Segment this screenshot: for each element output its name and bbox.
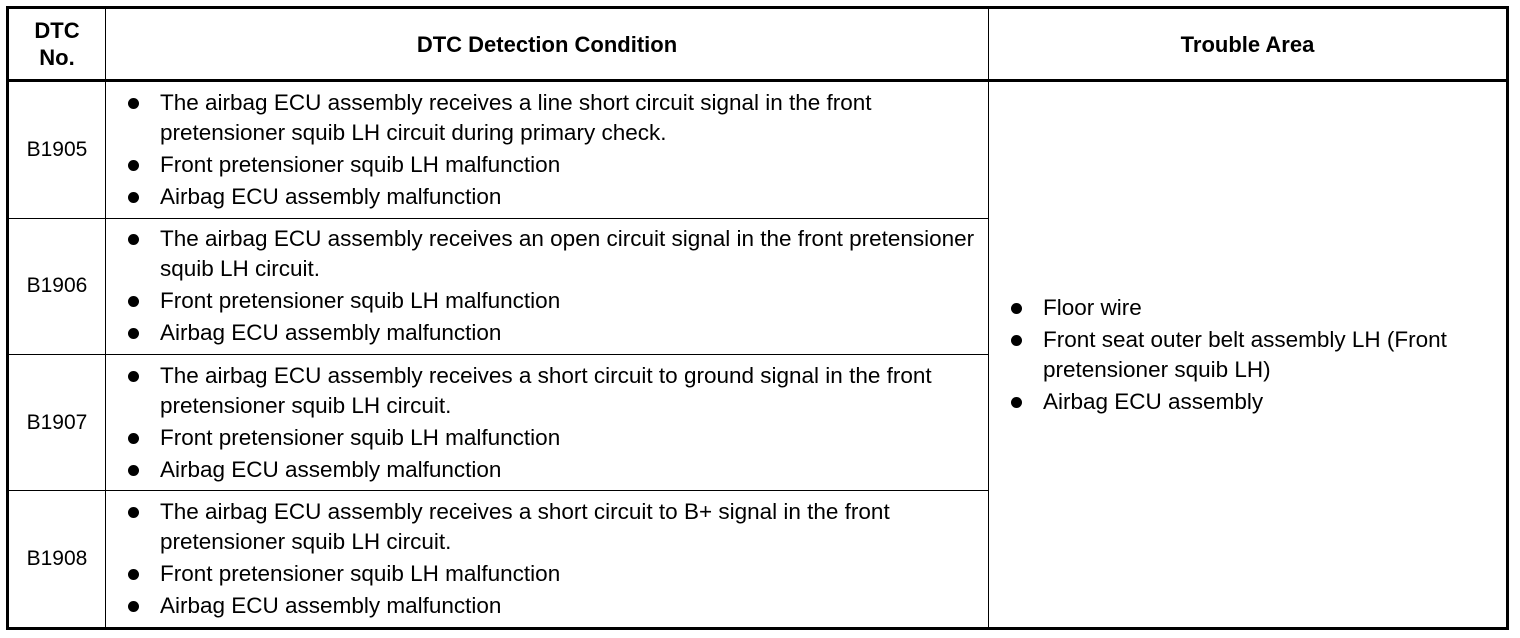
header-detection-condition: DTC Detection Condition (106, 8, 989, 81)
condition-item (128, 559, 980, 589)
condition-item (128, 318, 980, 348)
condition-text: The airbag ECU assembly receives a short circuit to ground signal in the front pretensioner squib LH circuit. (160, 362, 932, 418)
header-dtc-no-line1: DTC (34, 18, 80, 43)
detection-condition-cell (106, 81, 989, 219)
detection-condition-cell (106, 491, 989, 629)
condition-item (128, 88, 980, 148)
bullet-icon (1011, 335, 1022, 346)
bullet-icon (128, 192, 139, 203)
bullet-icon (128, 371, 139, 382)
trouble-area-cell (989, 81, 1508, 629)
header-trouble-area: Trouble Area (989, 8, 1508, 81)
condition-list (106, 361, 988, 485)
trouble-area-item (1011, 293, 1498, 323)
condition-item (128, 150, 980, 180)
bullet-icon (128, 569, 139, 580)
bullet-icon (128, 234, 139, 245)
bullet-icon (128, 328, 139, 339)
trouble-area-text: Airbag ECU assembly (1043, 388, 1264, 414)
condition-text: Airbag ECU assembly malfunction (160, 593, 502, 619)
condition-item (128, 423, 980, 453)
condition-item (128, 361, 980, 421)
condition-item (128, 286, 980, 316)
condition-item (128, 591, 980, 621)
detection-condition-cell (106, 218, 989, 354)
condition-text: Front pretensioner squib LH malfunction (160, 151, 561, 177)
condition-text: Front pretensioner squib LH malfunction (160, 424, 561, 450)
bullet-icon (128, 601, 139, 612)
condition-list (106, 497, 988, 621)
bullet-icon (1011, 303, 1022, 314)
trouble-area-text: Front seat outer belt assembly LH (Front pretensioner squib LH) (1043, 326, 1447, 382)
table-header-row (8, 8, 1508, 81)
trouble-area-item (1011, 325, 1498, 385)
condition-item (128, 497, 980, 557)
condition-text: The airbag ECU assembly receives an open circuit signal in the front pretensioner squib LH circuit. (160, 226, 975, 282)
condition-list (106, 88, 988, 212)
header-dtc-no (8, 8, 106, 81)
condition-item (128, 455, 980, 485)
condition-text: Airbag ECU assembly malfunction (160, 456, 502, 482)
condition-text: Front pretensioner squib LH malfunction (160, 288, 561, 314)
dtc-code-cell: B1907 (8, 354, 106, 490)
condition-text: The airbag ECU assembly receives a short circuit to B+ signal in the front pretensioner squib LH circuit. (160, 499, 890, 555)
dtc-code-cell: B1908 (8, 491, 106, 629)
bullet-icon (128, 296, 139, 307)
trouble-area-text: Floor wire (1043, 294, 1142, 320)
detection-condition-cell (106, 354, 989, 490)
condition-text: Front pretensioner squib LH malfunction (160, 561, 561, 587)
trouble-area-list (989, 293, 1506, 417)
condition-item (128, 182, 980, 212)
header-dtc-no-line2: No. (39, 45, 75, 70)
bullet-icon (1011, 397, 1022, 408)
bullet-icon (128, 98, 139, 109)
condition-list (106, 224, 988, 348)
bullet-icon (128, 160, 139, 171)
dtc-code-cell: B1905 (8, 81, 106, 219)
condition-text: The airbag ECU assembly receives a line short circuit signal in the front pretensioner squib LH circuit during primary check. (160, 89, 872, 145)
table-row (8, 81, 1508, 219)
trouble-area-item (1011, 387, 1498, 417)
condition-text: Airbag ECU assembly malfunction (160, 320, 502, 346)
condition-item (128, 224, 980, 284)
bullet-icon (128, 465, 139, 476)
bullet-icon (128, 433, 139, 444)
bullet-icon (128, 507, 139, 518)
dtc-table (6, 6, 1509, 630)
condition-text: Airbag ECU assembly malfunction (160, 183, 502, 209)
dtc-code-cell: B1906 (8, 218, 106, 354)
